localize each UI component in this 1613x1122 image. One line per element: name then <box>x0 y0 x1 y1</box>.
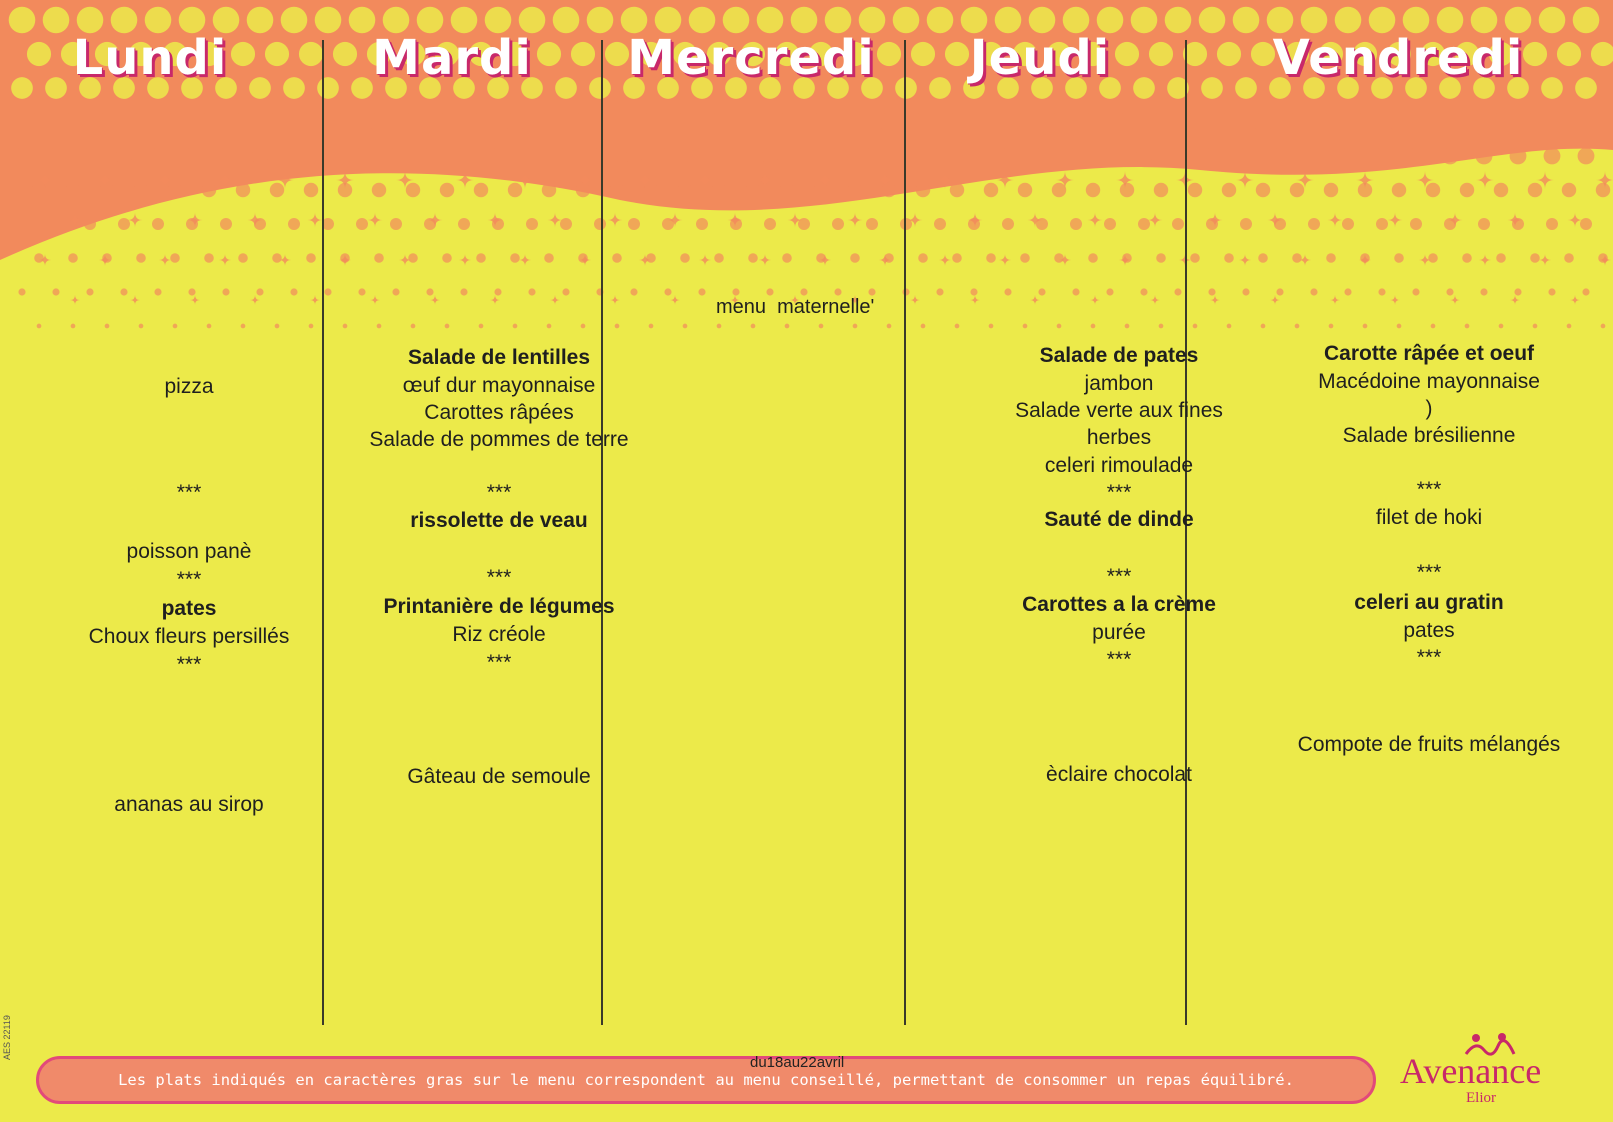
menu-item: jambon <box>1084 372 1154 395</box>
course-separator: *** <box>486 651 512 674</box>
day-heading-mardi: Mardi <box>372 30 532 86</box>
course-separator: *** <box>486 566 512 589</box>
course-separator: *** <box>176 568 202 591</box>
footer-note: Les plats indiqués en caractères gras sur le menu correspondent au menu conseillé, permettant de consommer un repas équilibré. <box>118 1071 1294 1089</box>
course-separator: *** <box>1416 561 1442 584</box>
day-heading-mercredi: Mercredi <box>627 30 875 86</box>
menu-item: purée <box>1092 621 1146 644</box>
course-separator: *** <box>1416 478 1442 501</box>
menu-item: Printanière de légumes <box>383 595 615 618</box>
footer-banner <box>36 1056 1376 1104</box>
menu-item: celeri rimoulade <box>1044 454 1194 477</box>
menu-item: Salade de lentilles <box>407 346 591 369</box>
menu-item: poisson panè <box>126 540 252 563</box>
menu-item: Riz créole <box>452 623 546 646</box>
document-code: AES 22119 <box>2 1015 12 1060</box>
course-separator: *** <box>1416 646 1442 669</box>
menu-item: èclaire chocolat <box>1046 763 1192 786</box>
menu-item: Choux fleurs persillés <box>88 625 290 648</box>
course-separator: *** <box>176 481 202 504</box>
menu-item: Salade de pommes de terre <box>369 428 629 451</box>
menu-item: pates <box>1403 619 1455 642</box>
brand-subtitle: Elior <box>1466 1090 1496 1106</box>
menu-item: Carotte râpée et oeuf <box>1323 342 1535 365</box>
day-heading-jeudi: Jeudi <box>969 30 1111 86</box>
menu-item: filet de hoki <box>1375 506 1483 529</box>
menu-item: Gâteau de semoule <box>407 765 591 788</box>
menu-item: Sauté de dinde <box>1044 508 1194 531</box>
menu-item: ananas au sirop <box>114 793 264 816</box>
menu-item: Macédoine mayonnaise <box>1318 370 1540 393</box>
menu-item: Carottes râpées <box>424 401 574 424</box>
course-separator: *** <box>486 481 512 504</box>
day-heading-lundi: Lundi <box>72 30 228 86</box>
menu-item: ) <box>1425 397 1433 420</box>
menu-column-jeudi <box>960 0 1278 1000</box>
course-separator: *** <box>1106 481 1132 504</box>
menu-item: œuf dur mayonnaise <box>402 374 596 397</box>
column-divider <box>904 40 906 1025</box>
day-heading-vendredi: Vendredi <box>1272 30 1524 86</box>
menu-item: Salade verte aux fines <box>1015 399 1223 422</box>
menu-item: herbes <box>1086 426 1152 449</box>
menu-item: Salade brésilienne <box>1342 424 1516 447</box>
menu-period: du18au22avril <box>750 1054 845 1071</box>
menu-note: menu maternelle' <box>716 296 875 318</box>
menu-column-vendredi <box>1270 0 1588 1000</box>
course-separator: *** <box>176 653 202 676</box>
menu-column-lundi <box>30 0 348 1000</box>
menu-item: Carottes a la crème <box>1022 593 1216 616</box>
course-separator: *** <box>1106 648 1132 671</box>
menu-item: rissolette de veau <box>410 509 588 532</box>
brand-logo: Avenance <box>1400 1051 1542 1091</box>
menu-item: celeri au gratin <box>1354 591 1504 614</box>
menu-item: Salade de pates <box>1039 344 1199 367</box>
menu-column-mardi <box>340 0 658 1000</box>
course-separator: *** <box>1106 565 1132 588</box>
menu-item: pates <box>161 597 217 620</box>
menu-item: Compote de fruits mélangés <box>1297 733 1561 756</box>
menu-item: pizza <box>164 375 214 398</box>
